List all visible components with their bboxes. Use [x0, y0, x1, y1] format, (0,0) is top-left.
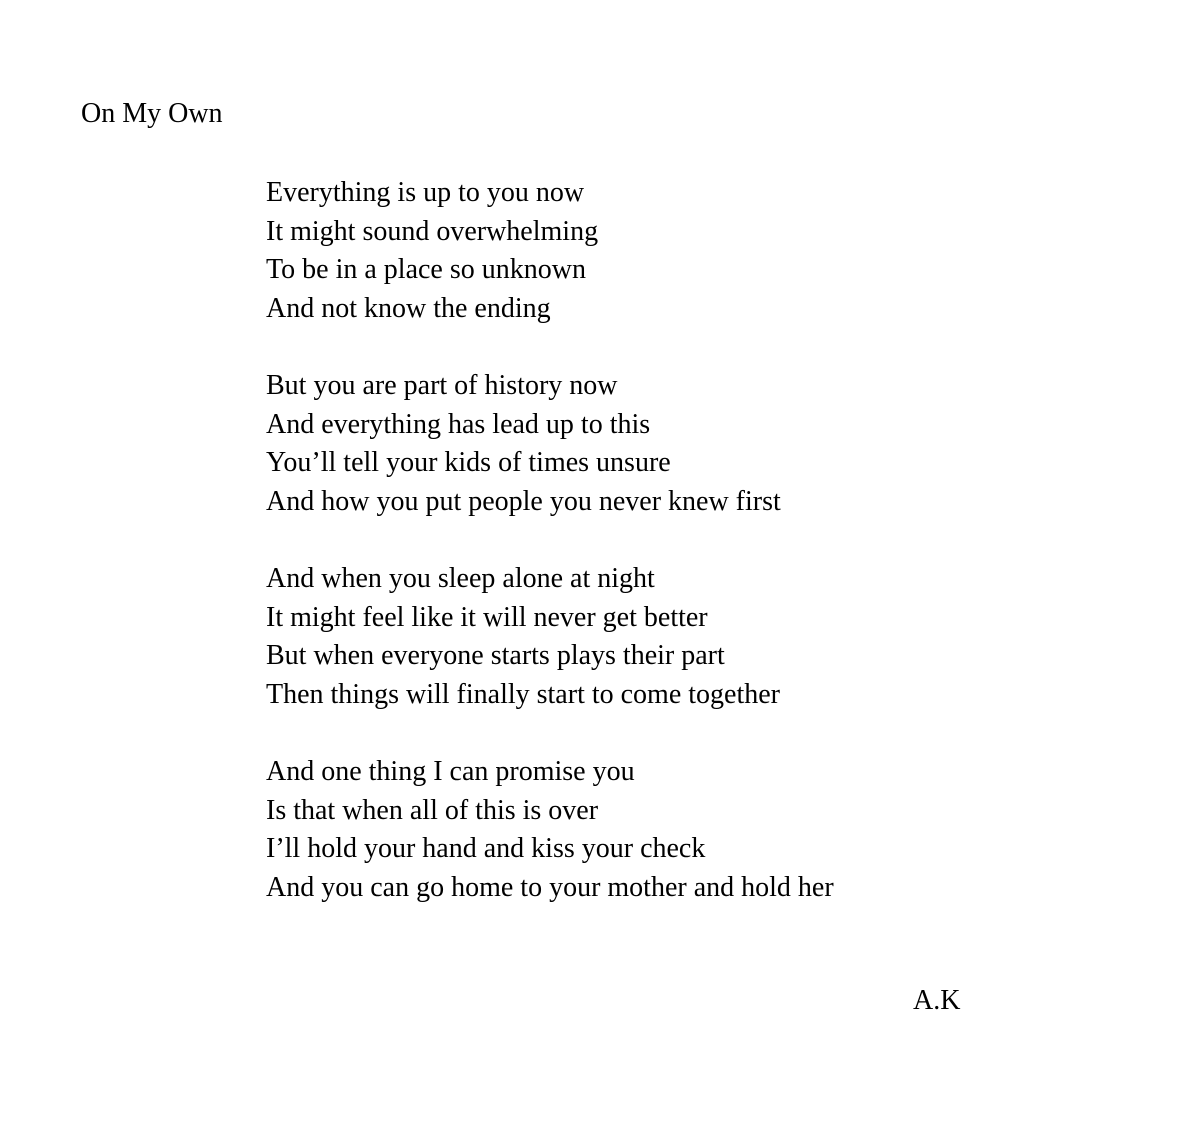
author-signature: A.K — [913, 985, 961, 1016]
poem-line: And when you sleep alone at night — [266, 563, 655, 594]
poem-line: But you are part of history now — [266, 370, 618, 401]
poem-line: You’ll tell your kids of times unsure — [266, 447, 671, 478]
poem-line: But when everyone starts plays their part — [266, 640, 725, 671]
poem-line: And one thing I can promise you — [266, 756, 635, 787]
stanza-4 — [266, 753, 966, 907]
poem-line: Everything is up to you now — [266, 177, 585, 208]
poem-line: And everything has lead up to this — [266, 408, 651, 440]
poem-line: It might feel like it will never get better — [266, 601, 708, 633]
poem-line: And how you put people you never knew first — [266, 485, 781, 517]
poem-line: Is that when all of this is over — [266, 794, 599, 826]
poem-line: I’ll hold your hand and kiss your check — [266, 833, 706, 864]
poem-line: And not know the ending — [266, 292, 551, 324]
stanza-1 — [266, 174, 966, 328]
poem-body — [266, 174, 966, 946]
poem-line: To be in a place so unknown — [266, 254, 586, 285]
poem-line: Then things will finally start to come together — [266, 678, 780, 710]
stanza-3 — [266, 560, 966, 714]
poem-line: And you can go home to your mother and hold her — [266, 871, 834, 903]
stanza-2 — [266, 367, 966, 521]
poem-title: On My Own — [81, 98, 223, 129]
poem-line: It might sound overwhelming — [266, 215, 599, 247]
